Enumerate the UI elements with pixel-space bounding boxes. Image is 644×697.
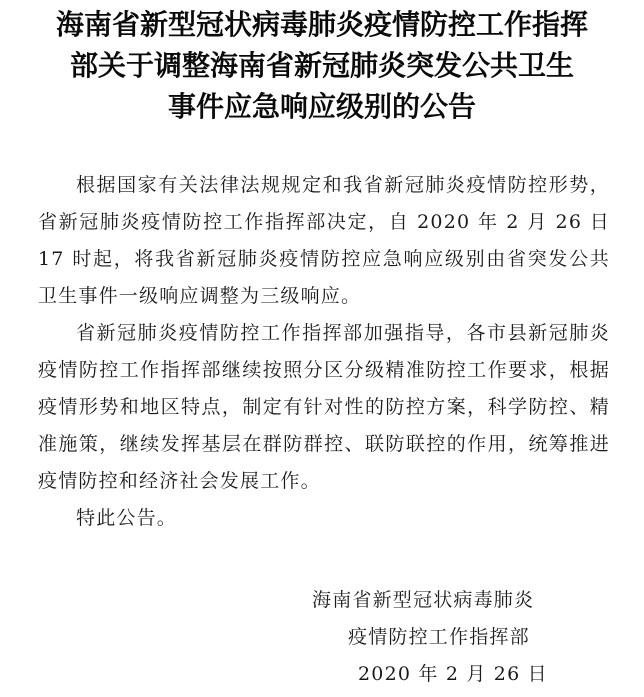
announcement-body bbox=[38, 167, 610, 537]
title-line-1: 海南省新型冠状病毒肺炎疫情防控工作指挥 bbox=[55, 8, 588, 41]
body-paragraph-2: 省新冠肺炎疫情防控工作指挥部加强指导，各市县新冠肺炎疫情防控工作指挥部继续按照分区分级精准防控工作要求，根据疫情形势和地区特点，制定有针对性的防控方案，科学防控、精准施策，继续发挥基层在群防群控、联防联控的作用，统筹推进疫情防控和经济社会发展工作。 bbox=[38, 322, 610, 492]
announcement-title bbox=[12, 4, 632, 127]
title-line-2: 部关于调整海南省新冠肺炎突发公共卫生 bbox=[69, 49, 574, 82]
signature-org-line-1: 海南省新型冠状病毒肺炎 bbox=[312, 589, 535, 611]
signature-date: 2020 年 2 月 26 日 bbox=[358, 663, 548, 685]
signature-org-line-2: 疫情防控工作指挥部 bbox=[348, 626, 530, 648]
title-line-3: 事件应急响应级别的公告 bbox=[167, 90, 476, 123]
body-paragraph-1: 根据国家有关法律法规规定和我省新冠肺炎疫情防控形势，省新冠肺炎疫情防控工作指挥部决定，自 2020 年 2 月 26 日 17 时起，将我省新冠肺炎疫情防控应急响应级别由省突发公共卫生事件一级响应调整为三级响应。 bbox=[38, 174, 610, 307]
body-paragraph-3: 特此公告。 bbox=[76, 507, 178, 529]
